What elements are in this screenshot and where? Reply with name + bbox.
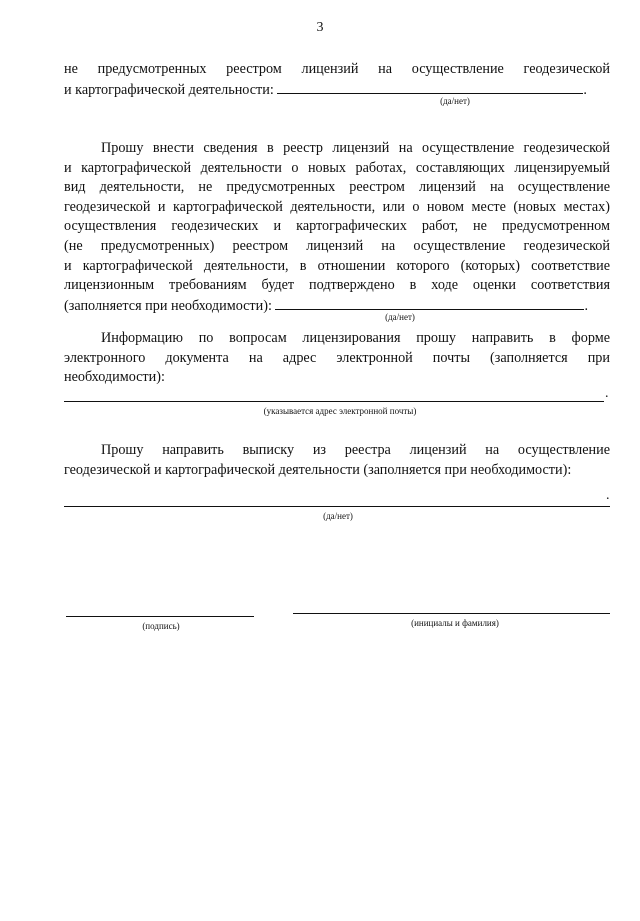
text-line: и картографической деятельности о новых работах, составляющих лицензируемый (64, 159, 610, 176)
answer-field-underline[interactable] (277, 80, 583, 94)
text-fragment: и картографической деятельности: (64, 81, 274, 98)
text-line: геодезической и картографической деятельности (заполняется при необходимости): (64, 461, 572, 478)
name-caption: (инициалы и фамилия) (411, 618, 499, 628)
field-caption: (указывается адрес электронной почты) (263, 406, 417, 416)
text-line: необходимости): (64, 369, 165, 386)
text-line: (не предусмотренных) реестром лицензий на осуществление геодезической (64, 237, 610, 254)
field-caption: (да/нет) (323, 511, 353, 521)
paragraph-email-request (64, 329, 610, 388)
paragraph-continuation (64, 60, 610, 100)
text-line: Прошу внести сведения в реестр лицензий на осуществление геодезической (101, 140, 610, 156)
text-line: осуществления геодезических и картографических работ, не предусмотренном (64, 218, 610, 235)
text-line: электронного документа на адрес электронной почты (заполняется при (64, 349, 610, 366)
text-line: Прошу направить выписку из реестра лицензий на осуществление (101, 442, 610, 458)
text-line: Информацию по вопросам лицензирования прошу направить в форме (101, 330, 610, 346)
field-caption: (да/нет) (385, 312, 415, 322)
extract-field-underline[interactable] (64, 506, 610, 507)
text-line (64, 296, 610, 317)
text-line: лицензионным требованиям будет подтверждено в ходе оценки соответствия (64, 277, 610, 294)
signature-underline[interactable] (66, 616, 254, 617)
text-fragment: (заполняется при необходимости): (64, 297, 272, 314)
paragraph-extract-request (64, 441, 610, 480)
field-caption: (да/нет) (440, 96, 470, 106)
line-end-dot: . (583, 81, 587, 98)
email-field-underline[interactable] (64, 401, 604, 402)
text-line: не предусмотренных реестром лицензий на осуществление геодезической (64, 61, 610, 77)
line-end-dot: . (605, 386, 609, 401)
line-end-dot: . (606, 488, 610, 503)
paragraph-new-works (64, 139, 610, 316)
answer-field-underline[interactable] (275, 296, 584, 310)
page-number: 3 (316, 20, 324, 35)
name-underline[interactable] (293, 613, 610, 614)
signature-caption: (подпись) (142, 621, 180, 631)
line-end-dot: . (584, 297, 588, 314)
text-line: вид деятельности, не предусмотренных реестром лицензий на осуществление (64, 179, 610, 196)
text-line: и картографической деятельности, в отношении которого (которых) соответствие (64, 257, 610, 274)
text-line: геодезической и картографической деятельности, или о новом месте (новых местах) (64, 198, 610, 215)
text-line (64, 80, 610, 101)
